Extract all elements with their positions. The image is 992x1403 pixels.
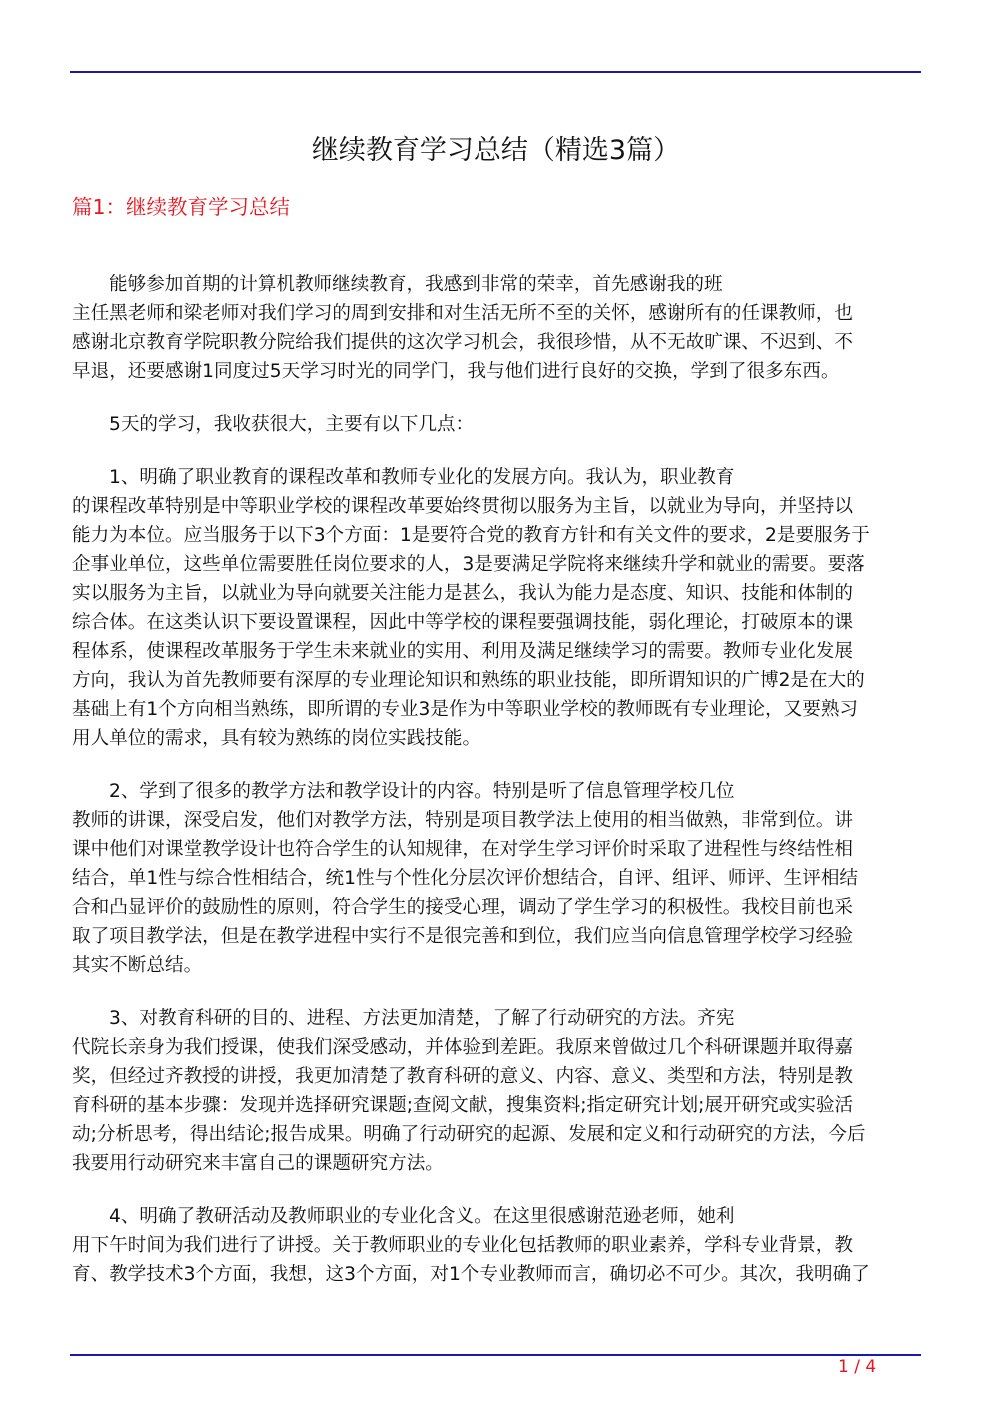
paragraph-line: 育科研的基本步骤：发现并选择研究课题;查阅文献，搜集资料;指定研究计划;展开研究或实验活 <box>72 1095 854 1116</box>
paragraph-line: 代院长亲身为我们授课，使我们深受感动，并体验到差距。我原来曾做过几个科研课题并取得嘉 <box>72 1037 853 1058</box>
paragraph <box>72 777 932 980</box>
paragraph-line: 能够参加首期的计算机教师继续教育，我感到非常的荣幸，首先感谢我的班 <box>109 274 723 295</box>
paragraph-line: 其实不断总结。 <box>72 955 203 976</box>
footer-rule <box>70 1354 921 1356</box>
paragraph-line: 奖，但经过齐教授的讲授，我更加清楚了教育科研的意义、内容、意义、类型和方法，特别是教 <box>72 1066 853 1087</box>
paragraph <box>72 1202 932 1289</box>
paragraph-line: 用下午时间为我们进行了讲授。关于教师职业的专业化包括教师的职业素养，学科专业背景，教 <box>72 1235 853 1256</box>
paragraph <box>72 410 932 439</box>
paragraph-line: 课中他们对课堂教学设计也符合学生的认知规律，在对学生学习评价时采取了进程性与终结性相 <box>72 839 853 860</box>
paragraph-line: 综合体。在这类认识下要设置课程，因此中等学校的课程要强调技能，弱化理论，打破原本的课 <box>72 612 853 633</box>
paragraph-line: 实以服务为主旨，以就业为导向就要关注能力是甚么，我认为能力是态度、知识、技能和体制的 <box>72 583 853 604</box>
paragraph-line: 主任黑老师和梁老师对我们学习的周到安排和对生活无所不至的关怀，感谢所有的任课教师，也 <box>72 303 853 324</box>
section-heading: 篇1：继续教育学习总结 <box>72 195 291 219</box>
paragraph-line: 程体系，使课程改革服务于学生未来就业的实用、利用及满足继续学习的需要。教师专业化发展 <box>72 641 853 662</box>
document-title: 继续教育学习总结（精选3篇） <box>311 135 681 166</box>
page-indicator: 1 / 4 <box>838 1357 877 1377</box>
paragraph-line: 基础上有1个方向相当熟练，即所谓的专业3是作为中等职业学校的教师既有专业理论，又要熟习 <box>72 699 859 720</box>
paragraph-line: 育、教学技术3个方面，我想，这3个方面，对1个专业教师而言，确切必不可少。其次，我明确了 <box>72 1264 870 1285</box>
paragraph-line: 用人单位的需求，具有较为熟练的岗位实践技能。 <box>72 728 482 749</box>
paragraph <box>72 270 932 386</box>
paragraph <box>72 1004 932 1178</box>
paragraph-line: 动;分析思考，得出结论;报告成果。明确了行动研究的起源、发展和定义和行动研究的方法，今后 <box>72 1124 866 1145</box>
paragraph-line: 能力为本位。应当服务于以下3个方面：1是要符合党的教育方针和有关文件的要求，2是要服务于 <box>72 525 870 546</box>
paragraph-line: 5天的学习，我收获很大，主要有以下几点： <box>109 414 475 435</box>
paragraph-line: 合和凸显评价的鼓励性的原则，符合学生的接受心理，调动了学生学习的积极性。我校目前也采 <box>72 897 853 918</box>
paragraph-line: 4、明确了教研活动及教师职业的专业化含义。在这里很感谢范逊老师，她利 <box>109 1206 735 1227</box>
paragraph-line: 企事业单位，这些单位需要胜任岗位要求的人，3是要满足学院将来继续升学和就业的需要。要落 <box>72 554 865 575</box>
paragraph-line: 取了项目教学法，但是在教学进程中实行不是很完善和到位，我们应当向信息管理学校学习经验 <box>72 926 853 947</box>
paragraph-line: 结合，单1性与综合性相结合，统1性与个性化分层次评价想结合，自评、组评、师评、生评相结 <box>72 868 859 889</box>
header-rule <box>70 71 921 73</box>
paragraph-line: 方向，我认为首先教师要有深厚的专业理论知识和熟练的职业技能，即所谓知识的广博2是在大的 <box>72 670 865 691</box>
paragraph-line: 2、学到了很多的教学方法和教学设计的内容。特别是听了信息管理学校几位 <box>109 781 735 802</box>
paragraph-line: 1、明确了职业教育的课程改革和教师专业化的发展方向。我认为，职业教育 <box>109 467 735 488</box>
paragraph <box>72 463 932 753</box>
paragraph-line: 的课程改革特别是中等职业学校的课程改革要始终贯彻以服务为主旨，以就业为导向，并坚持以 <box>72 496 853 517</box>
paragraph-line: 3、对教育科研的目的、进程、方法更加清楚，了解了行动研究的方法。齐宪 <box>109 1008 735 1029</box>
paragraph-line: 早退，还要感谢1同度过5天学习时光的同学门，我与他们进行良好的交换，学到了很多东西。 <box>72 361 840 382</box>
paragraph-line: 我要用行动研究来丰富自己的课题研究方法。 <box>72 1153 444 1174</box>
paragraph-line: 感谢北京教育学院职教分院给我们提供的这次学习机会，我很珍惜，从不无故旷课、不迟到、不 <box>72 332 853 353</box>
paragraph-line: 教师的讲课，深受启发，他们对教学方法，特别是项目教学法上使用的相当做熟，非常到位。讲 <box>72 810 853 831</box>
document-body <box>72 270 932 1313</box>
